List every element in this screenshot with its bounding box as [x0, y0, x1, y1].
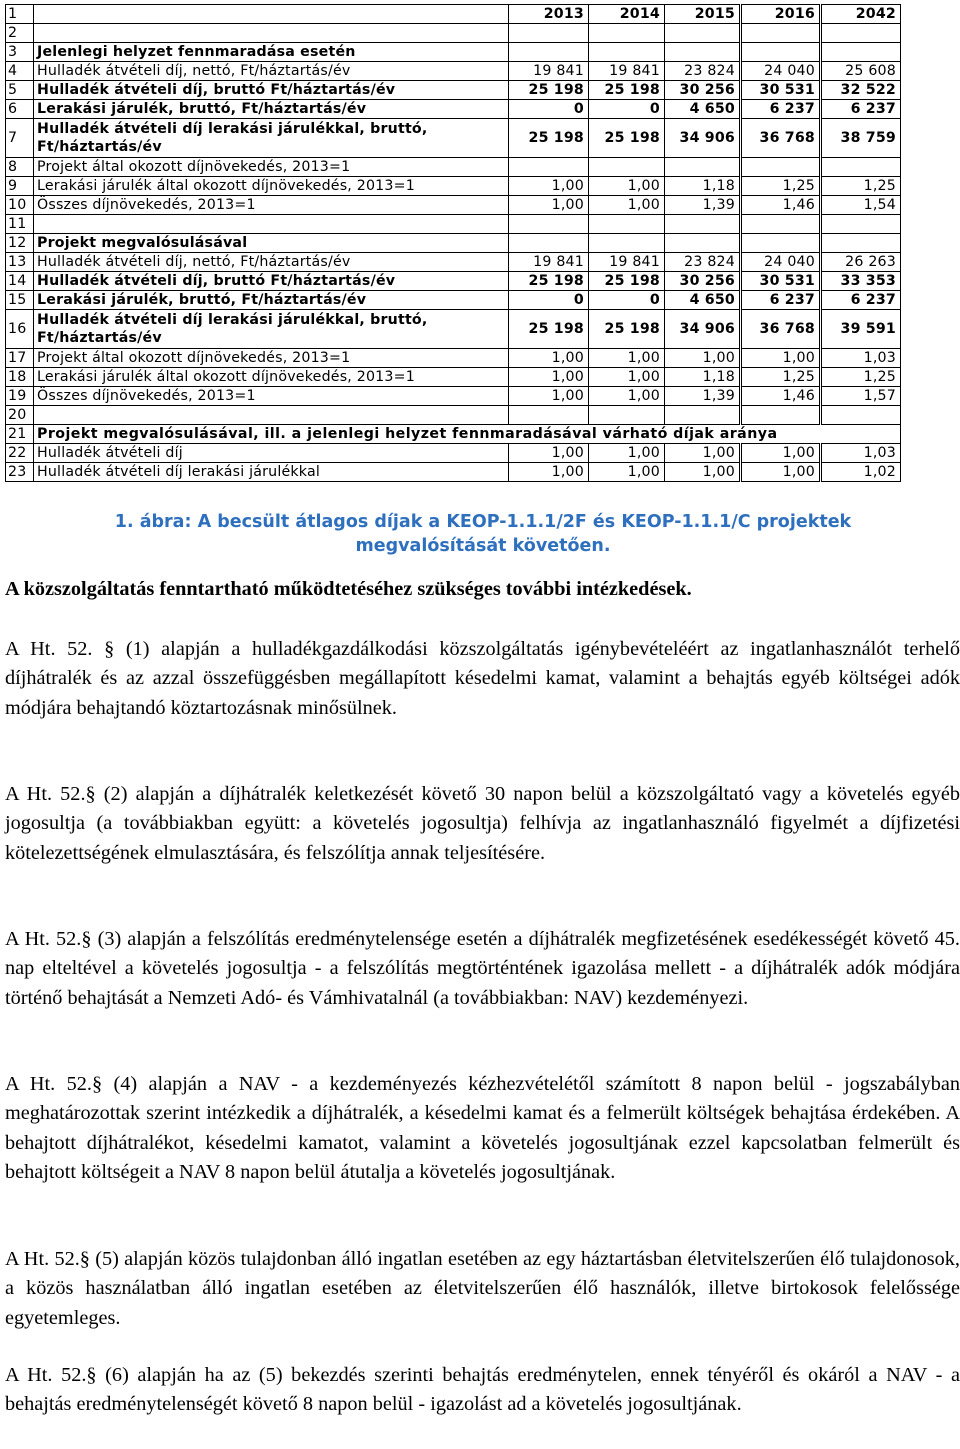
- table-row: [6, 387, 901, 406]
- row-label: Projekt megvalósulásával: [34, 234, 509, 253]
- row-label: [34, 215, 509, 234]
- value-cell: 30 531: [741, 272, 821, 291]
- value-cell: [821, 234, 901, 253]
- value-cell: 1,00: [589, 196, 665, 215]
- row-number: 6: [6, 100, 34, 119]
- table-row: [6, 100, 901, 119]
- value-cell: 1,00: [589, 349, 665, 368]
- row-number: 13: [6, 253, 34, 272]
- value-cell: 26 263: [821, 253, 901, 272]
- value-cell: 25 608: [821, 62, 901, 81]
- value-cell: 1,57: [821, 387, 901, 406]
- row-label: Hulladék átvételi díj, bruttó Ft/háztartás/év: [34, 272, 509, 291]
- table-row: [6, 215, 901, 234]
- section-heading: A közszolgáltatás fenntartható működtetéséhez szükséges további intézkedések.: [5, 578, 692, 600]
- table-row: [6, 43, 901, 62]
- row-number: 23: [6, 463, 34, 482]
- value-cell: [589, 234, 665, 253]
- row-number: 21: [6, 425, 34, 444]
- year-header-2015: 2015: [665, 5, 741, 24]
- value-cell: [665, 158, 741, 177]
- value-cell: [821, 215, 901, 234]
- value-cell: 39 591: [821, 310, 901, 349]
- value-cell: [509, 406, 589, 425]
- value-cell: [589, 215, 665, 234]
- row-number: 9: [6, 177, 34, 196]
- table-header-row: [6, 5, 901, 24]
- value-cell: 34 906: [665, 119, 741, 158]
- value-cell: [741, 158, 821, 177]
- value-cell: [509, 215, 589, 234]
- value-cell: 1,00: [665, 444, 741, 463]
- table-row: [6, 177, 901, 196]
- row-number: 10: [6, 196, 34, 215]
- row-number: 11: [6, 215, 34, 234]
- value-cell: 1,25: [741, 177, 821, 196]
- table-row: [6, 158, 901, 177]
- row-label: Projekt által okozott díjnövekedés, 2013=1: [34, 158, 509, 177]
- value-cell: 1,00: [741, 349, 821, 368]
- table-row: [6, 272, 901, 291]
- value-cell: 1,46: [741, 196, 821, 215]
- table-row: [6, 310, 901, 349]
- value-cell: [821, 158, 901, 177]
- value-cell: 4 650: [665, 100, 741, 119]
- value-cell: [741, 43, 821, 62]
- row-label: Hulladék átvételi díj, nettó, Ft/háztartás/év: [34, 253, 509, 272]
- value-cell: [741, 406, 821, 425]
- value-cell: 24 040: [741, 253, 821, 272]
- value-cell: 0: [589, 100, 665, 119]
- value-cell: [509, 24, 589, 43]
- value-cell: [589, 43, 665, 62]
- value-cell: 25 198: [589, 119, 665, 158]
- table-row: [6, 196, 901, 215]
- row-label: Hulladék átvételi díj lerakási járulékkal, bruttó, Ft/háztartás/év: [34, 119, 509, 158]
- value-cell: 6 237: [821, 100, 901, 119]
- value-cell: [509, 234, 589, 253]
- value-cell: 1,00: [509, 387, 589, 406]
- value-cell: 6 237: [821, 291, 901, 310]
- value-cell: 25 198: [589, 81, 665, 100]
- row-number: 1: [6, 5, 34, 24]
- row-number: 18: [6, 368, 34, 387]
- value-cell: 38 759: [821, 119, 901, 158]
- table-row: [6, 62, 901, 81]
- row-number: 8: [6, 158, 34, 177]
- value-cell: 25 198: [509, 81, 589, 100]
- header-label-cell: [34, 5, 509, 24]
- row-label: Hulladék átvételi díj: [34, 444, 509, 463]
- value-cell: 25 198: [589, 272, 665, 291]
- value-cell: 19 841: [589, 62, 665, 81]
- row-label: Jelenlegi helyzet fennmaradása esetén: [34, 43, 509, 62]
- value-cell: 1,25: [741, 368, 821, 387]
- year-header-2013: 2013: [509, 5, 589, 24]
- value-cell: 25 198: [509, 310, 589, 349]
- value-cell: [821, 406, 901, 425]
- paragraph-1: A Ht. 52. § (1) alapján a hulladékgazdálkodási közszolgáltatás igénybevételéért az ingatlanhasználót terhelő díjhátralék és az azzal összefüggésben megállapított késedelmi kamat, valamint a behajtás egyéb költségei adók módjára behajtandó köztartozásnak minősülnek.: [5, 638, 960, 719]
- value-cell: 6 237: [741, 100, 821, 119]
- value-cell: 25 198: [589, 310, 665, 349]
- table-row: [6, 463, 901, 482]
- value-cell: 1,39: [665, 387, 741, 406]
- value-cell: 19 841: [509, 253, 589, 272]
- value-cell: 1,00: [589, 177, 665, 196]
- row-label: Lerakási járulék, bruttó, Ft/háztartás/év: [34, 291, 509, 310]
- row-label: Lerakási járulék, bruttó, Ft/háztartás/év: [34, 100, 509, 119]
- value-cell: 0: [589, 291, 665, 310]
- table-row: [6, 349, 901, 368]
- value-cell: 19 841: [589, 253, 665, 272]
- table-row: [6, 24, 901, 43]
- row-label: Lerakási járulék által okozott díjnövekedés, 2013=1: [34, 368, 509, 387]
- value-cell: 36 768: [741, 119, 821, 158]
- value-cell: 25 198: [509, 119, 589, 158]
- row-number: 22: [6, 444, 34, 463]
- value-cell: [589, 24, 665, 43]
- year-header-2016: 2016: [741, 5, 821, 24]
- row-number: 15: [6, 291, 34, 310]
- table-row: [6, 425, 901, 444]
- value-cell: 0: [509, 291, 589, 310]
- value-cell: 30 531: [741, 81, 821, 100]
- table-row: [6, 406, 901, 425]
- value-cell: [665, 234, 741, 253]
- caption-line-2: megvalósítását követően.: [355, 536, 611, 556]
- value-cell: 1,25: [821, 368, 901, 387]
- value-cell: 1,18: [665, 177, 741, 196]
- value-cell: [741, 234, 821, 253]
- value-cell: 24 040: [741, 62, 821, 81]
- paragraph-5: A Ht. 52.§ (5) alapján közös tulajdonban álló ingatlan esetében az egy háztartásban életvitelszerűen élő tulajdonosok, a közös használatban álló ingatlan esetében az életvitelszerűen élő használók, illetve birtokosok felelőssége egyetemleges.: [5, 1248, 960, 1329]
- value-cell: 1,18: [665, 368, 741, 387]
- value-cell: [509, 43, 589, 62]
- paragraph-3: A Ht. 52.§ (3) alapján a felszólítás eredménytelensége esetén a díjhátralék megfizetésének esedékességét követő 45. nap elteltével a követelés jogosultja - a felszólítás megtörténtének igazolása mellett - a díjhátralék adók módjára történő behajtását a Nemzeti Adó- és Vámhivatalnál (a továbbiakban: NAV) kezdeményezi.: [5, 928, 960, 1009]
- row-number: 2: [6, 24, 34, 43]
- row-number: 5: [6, 81, 34, 100]
- value-cell: [665, 406, 741, 425]
- table-row: [6, 81, 901, 100]
- paragraph-6: A Ht. 52.§ (6) alapján ha az (5) bekezdés szerinti behajtás eredménytelen, ennek tényéről és okáról a NAV - a behajtás eredménytelenségét követő 8 napon belül - igazolást ad a követelés jogosultjának.: [5, 1364, 960, 1416]
- value-cell: [589, 406, 665, 425]
- table-row: [6, 234, 901, 253]
- value-cell: [821, 43, 901, 62]
- row-label: Hulladék átvételi díj, bruttó Ft/háztartás/év: [34, 81, 509, 100]
- value-cell: [741, 24, 821, 43]
- value-cell: 1,03: [821, 444, 901, 463]
- value-cell: 1,03: [821, 349, 901, 368]
- row-number: 14: [6, 272, 34, 291]
- value-cell: 1,00: [509, 368, 589, 387]
- value-cell: 23 824: [665, 62, 741, 81]
- fee-table: [5, 4, 901, 482]
- value-cell: [741, 215, 821, 234]
- row-number: 20: [6, 406, 34, 425]
- value-cell: 23 824: [665, 253, 741, 272]
- value-cell: 1,00: [589, 387, 665, 406]
- value-cell: 19 841: [509, 62, 589, 81]
- value-cell: 30 256: [665, 81, 741, 100]
- value-cell: 36 768: [741, 310, 821, 349]
- row-number: 16: [6, 310, 34, 349]
- value-cell: 1,00: [509, 444, 589, 463]
- value-cell: 1,25: [821, 177, 901, 196]
- row-number: 7: [6, 119, 34, 158]
- figure-caption: [40, 510, 926, 558]
- value-cell: 32 522: [821, 81, 901, 100]
- value-cell: 1,00: [509, 463, 589, 482]
- value-cell: 1,00: [509, 349, 589, 368]
- row-number: 12: [6, 234, 34, 253]
- value-cell: 1,54: [821, 196, 901, 215]
- row-label: Összes díjnövekedés, 2013=1: [34, 196, 509, 215]
- row-label: Projekt megvalósulásával, ill. a jelenlegi helyzet fennmaradásával várható díjak aránya: [34, 425, 901, 444]
- row-label: Lerakási járulék által okozott díjnövekedés, 2013=1: [34, 177, 509, 196]
- value-cell: 1,00: [741, 444, 821, 463]
- value-cell: 1,00: [665, 349, 741, 368]
- value-cell: [509, 158, 589, 177]
- row-number: 19: [6, 387, 34, 406]
- value-cell: [821, 24, 901, 43]
- caption-line-1: 1. ábra: A becsült átlagos díjak a KEOP-1.1.1/2F és KEOP-1.1.1/C projektek: [114, 512, 852, 532]
- value-cell: 25 198: [509, 272, 589, 291]
- row-label: Hulladék átvételi díj lerakási járulékkal, bruttó, Ft/háztartás/év: [34, 310, 509, 349]
- value-cell: [665, 215, 741, 234]
- year-header-2014: 2014: [589, 5, 665, 24]
- value-cell: 1,00: [589, 444, 665, 463]
- table-row: [6, 444, 901, 463]
- value-cell: 4 650: [665, 291, 741, 310]
- value-cell: 34 906: [665, 310, 741, 349]
- row-label: Összes díjnövekedés, 2013=1: [34, 387, 509, 406]
- table-row: [6, 253, 901, 272]
- value-cell: [665, 24, 741, 43]
- value-cell: 1,46: [741, 387, 821, 406]
- value-cell: 1,02: [821, 463, 901, 482]
- value-cell: 1,00: [589, 368, 665, 387]
- row-label: Projekt által okozott díjnövekedés, 2013=1: [34, 349, 509, 368]
- table-row: [6, 119, 901, 158]
- row-number: 3: [6, 43, 34, 62]
- value-cell: 1,39: [665, 196, 741, 215]
- table-row: [6, 368, 901, 387]
- paragraph-2: A Ht. 52.§ (2) alapján a díjhátralék keletkezését követő 30 napon belül a közszolgáltató vagy a követelés egyéb jogosultja (a továbbiakban együtt: a követelés jogosultja) felhívja az ingatlanhasználó figyelmét a díjfizetési kötelezettségének elmulasztására, és felszólítja annak teljesítésére.: [5, 783, 960, 864]
- value-cell: 30 256: [665, 272, 741, 291]
- value-cell: 6 237: [741, 291, 821, 310]
- row-label: Hulladék átvételi díj, nettó, Ft/háztartás/év: [34, 62, 509, 81]
- table-row: [6, 291, 901, 310]
- value-cell: 33 353: [821, 272, 901, 291]
- row-label: Hulladék átvételi díj lerakási járulékkal: [34, 463, 509, 482]
- value-cell: [589, 158, 665, 177]
- value-cell: 0: [509, 100, 589, 119]
- row-number: 17: [6, 349, 34, 368]
- row-label: [34, 24, 509, 43]
- value-cell: 1,00: [509, 196, 589, 215]
- value-cell: 1,00: [509, 177, 589, 196]
- value-cell: 1,00: [741, 463, 821, 482]
- row-number: 4: [6, 62, 34, 81]
- year-header-2042: 2042: [821, 5, 901, 24]
- value-cell: 1,00: [665, 463, 741, 482]
- value-cell: 1,00: [589, 463, 665, 482]
- paragraph-4: A Ht. 52.§ (4) alapján a NAV - a kezdeményezés kézhezvételétől számított 8 napon belül - jogszabályban meghatározottak szerint intézkedik a díjhátralék, a késedelmi kamat és a felmerült költségek behajtása érdekében. A behajtott díjhátralékot, késedelmi kamatot, valamint a követelés jogosultjának ezzel kapcsolatban felmerült és behajtott költségeit a NAV 8 napon belül átutalja a követelés jogosultjának.: [5, 1073, 960, 1183]
- row-label: [34, 406, 509, 425]
- value-cell: [665, 43, 741, 62]
